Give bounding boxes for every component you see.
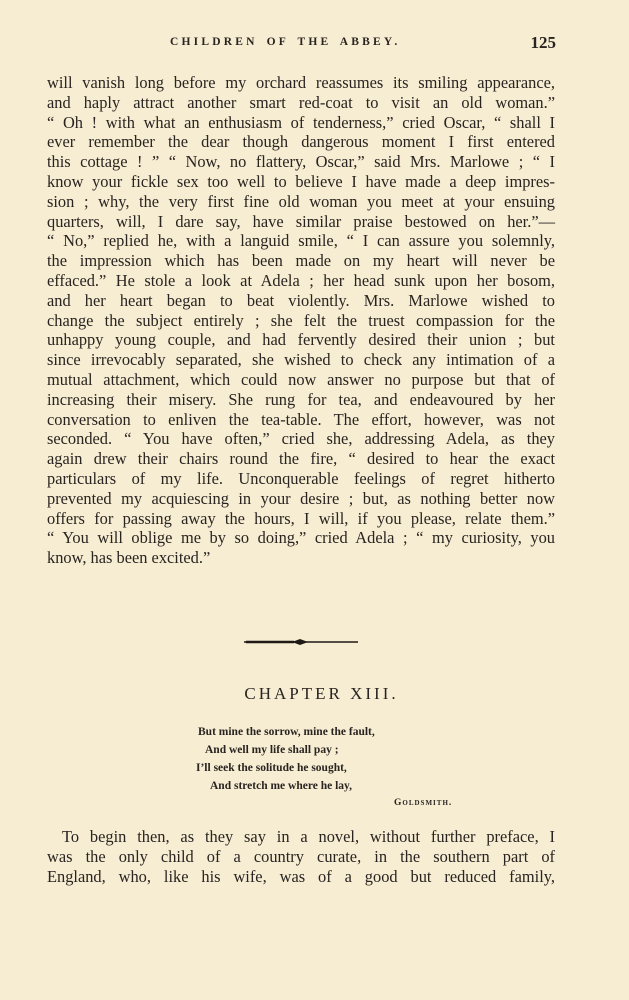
text-line: effaced.” He stole a look at Adela ; her head sunk upon her bosom, [47, 270, 555, 290]
epigraph-line: But mine the sorrow, mine the fault, [198, 726, 375, 738]
page-header [0, 33, 629, 56]
epigraph-line: I’ll seek the solitude he sought, [196, 762, 347, 774]
text-line: increasing their misery. She rung for tea, and endeavoured by her [47, 389, 555, 409]
running-head: CHILDREN OF THE ABBEY. [170, 36, 401, 48]
text-line: England, who, like his wife, was of a good but reduced family, [47, 866, 555, 886]
text-line: was the only child of a country curate, in the southern part of [47, 846, 555, 866]
text-line: since irrevocably separated, she wished to check any intimation of a [47, 350, 555, 370]
text-line: and her heart began to beat violently. Mrs. Marlowe wished to [47, 290, 555, 310]
text-line: offers for passing away the hours, I will, if you please, relate them.” [47, 508, 555, 528]
epigraph-attribution: Goldsmith. [394, 798, 453, 808]
text-line: “ No,” replied he, with a languid smile, “ I can assure you solemnly, [47, 231, 555, 251]
chapter-text [47, 827, 555, 886]
text-line: “ Oh ! with what an enthusiasm of tenderness,” cried Oscar, “ shall I [47, 112, 555, 132]
text-line: know your fickle sex too well to believe I have made a deep impres- [47, 171, 555, 191]
text-line: will vanish long before my orchard reassumes its smiling appearance, [47, 73, 555, 92]
epigraph-line: And well my life shall pay ; [205, 744, 339, 756]
text-line: know, has been excited.” [47, 548, 211, 568]
text-line: “ You will oblige me by so doing,” cried Adela ; “ my curiosity, you [47, 528, 555, 548]
text-line: quarters, will, I dare say, have similar praise bestowed on her.”— [47, 211, 555, 231]
text-line: prevented my acquiescing in your desire ; but, as nothing better now [47, 488, 555, 508]
body-text [47, 73, 555, 568]
text-line: change the subject entirely ; she felt the truest compassion for the [47, 310, 555, 330]
chapter-heading: CHAPTER XIII. [244, 684, 399, 703]
text-line: To begin then, as they say in a novel, without further preface, I [62, 827, 555, 846]
page-number: 125 [530, 33, 556, 52]
section-ornament [244, 633, 358, 651]
text-line: particulars of my life. Unconquerable feelings of regret hitherto [47, 468, 555, 488]
text-line: ever remember the dear though dangerous moment I first entered [47, 132, 555, 152]
text-line: conversation to enliven the tea-table. The effort, however, was not [47, 409, 555, 429]
text-line: this cottage ! ” “ Now, no flattery, Oscar,” said Mrs. Marlowe ; “ I [47, 152, 555, 172]
epigraph-line: And stretch me where he lay, [210, 780, 353, 792]
text-line: the impression which has been made on my heart will never be [47, 251, 555, 271]
text-line: unhappy young couple, and had fervently desired their union ; but [47, 330, 555, 350]
text-line: again drew their chairs round the fire, “ desired to hear the exact [47, 449, 555, 469]
text-line: seconded. “ You have often,” cried she, addressing Adela, as they [47, 429, 555, 449]
text-line: mutual attachment, which could now answer no purpose but that of [47, 369, 555, 389]
text-line: and haply attract another smart red-coat to visit an old woman.” [47, 92, 555, 112]
text-line: sion ; why, the very first fine old woman you meet at your ensuing [47, 191, 555, 211]
